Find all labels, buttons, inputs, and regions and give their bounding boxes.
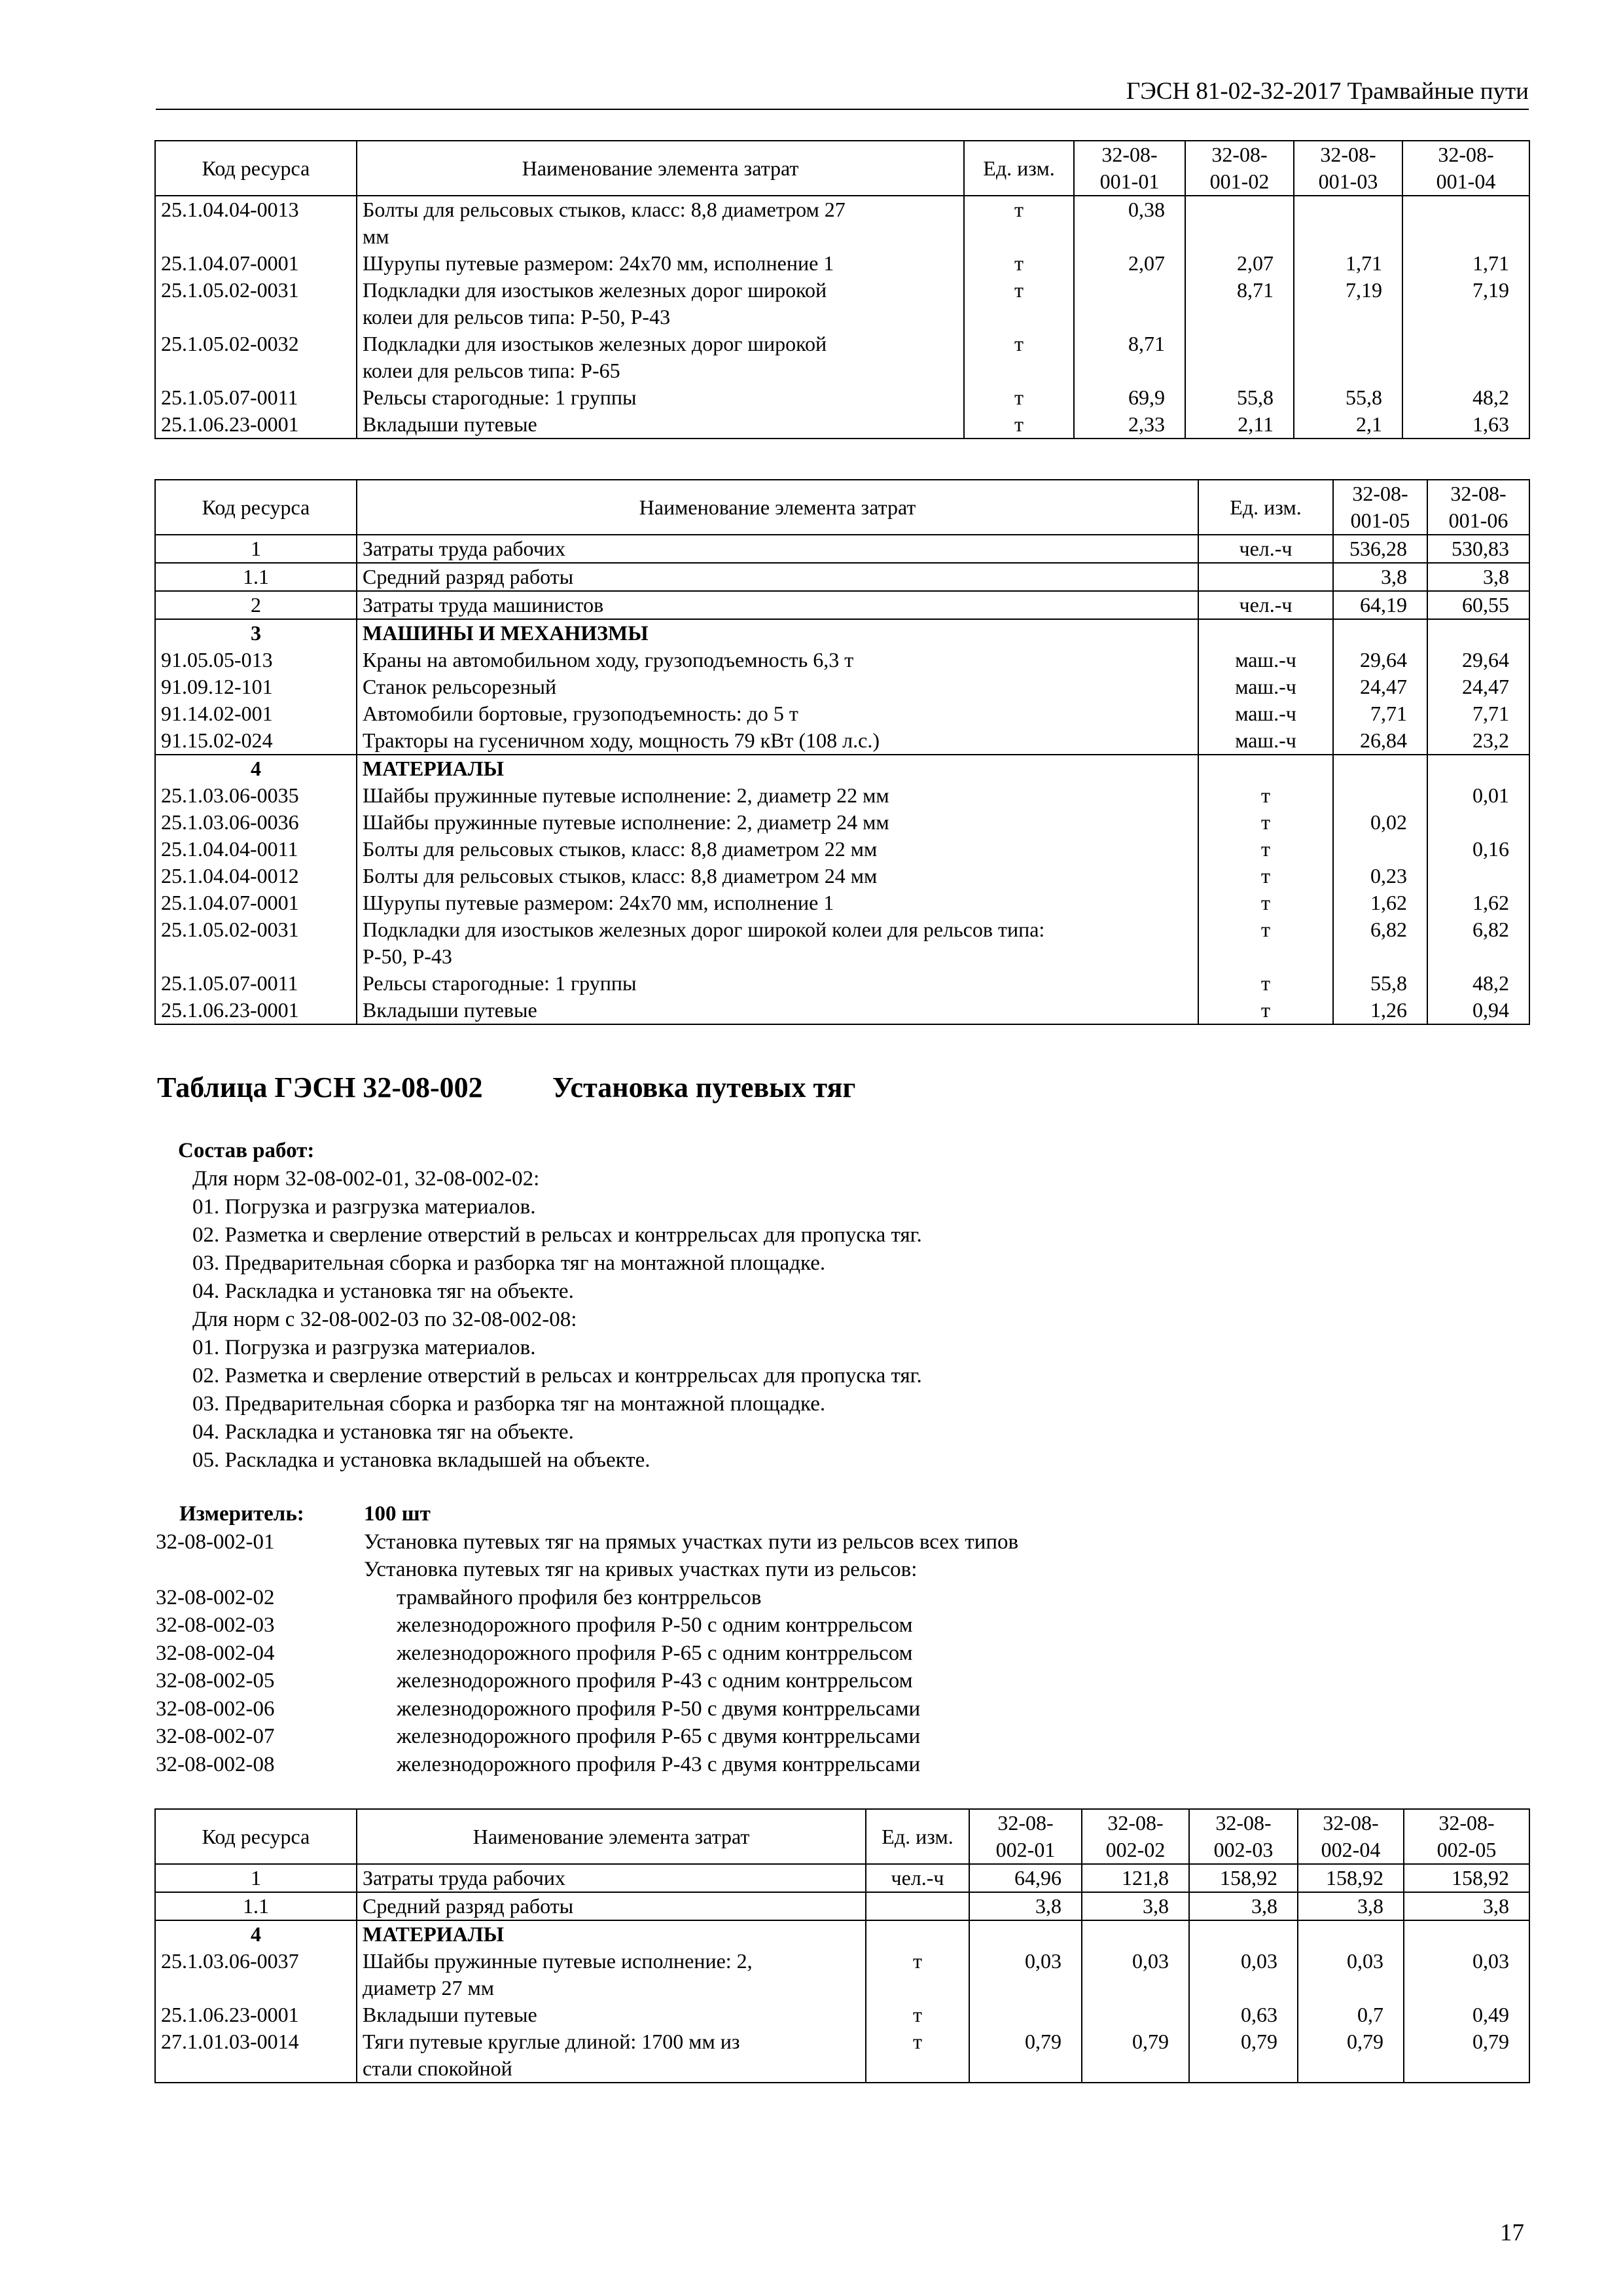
work-step: 03. Предварительная сборка и разборка тяг на монтажной площадке. — [192, 1251, 826, 1275]
resource-value: 0,94 — [1427, 997, 1529, 1024]
resource-unit: чел.-ч — [866, 1864, 969, 1892]
resource-unit: т — [1198, 997, 1333, 1024]
meter-label: Измеритель: — [179, 1502, 304, 1526]
norm-item — [156, 1528, 1018, 1556]
resource-value: 2,1 — [1294, 411, 1402, 439]
resource-name: Подкладки для изостыков железных дорог широкой колеи для рельсов типа: Р-50, Р-43 — [357, 916, 1198, 970]
norm-item — [156, 1723, 1018, 1751]
resource-name: Болты для рельсовых стыков, класс: 8,8 диаметром 22 мм — [357, 836, 1198, 863]
resource-unit: т — [866, 2028, 969, 2083]
norm-code: 32-08-002-04 — [156, 1641, 275, 1665]
table-row — [155, 277, 1529, 331]
resource-code: 25.1.05.07-0011 — [155, 384, 357, 411]
resource-code: 25.1.06.23-0001 — [155, 2001, 357, 2028]
table-row — [155, 591, 1529, 619]
resource-unit: т — [964, 331, 1074, 384]
table-row — [155, 1920, 1529, 1948]
resource-value — [1082, 1920, 1189, 1948]
column-header: 32-08- 002-02 — [1082, 1809, 1189, 1864]
column-header: 32-08- 001-04 — [1402, 141, 1529, 196]
resource-unit — [866, 1892, 969, 1920]
resource-value: 60,55 — [1427, 591, 1529, 619]
resource-code: 25.1.03.06-0035 — [155, 782, 357, 809]
resource-value: 3,8 — [1082, 1892, 1189, 1920]
resource-value — [1185, 331, 1294, 384]
resource-value — [1427, 863, 1529, 889]
resource-value: 48,2 — [1427, 970, 1529, 997]
resource-unit: чел.-ч — [1198, 535, 1333, 563]
table-row — [155, 889, 1529, 916]
resource-unit — [866, 1920, 969, 1948]
column-header: Наименование элемента затрат — [357, 1809, 866, 1864]
work-step: 04. Раскладка и установка тяг на объекте. — [192, 1280, 574, 1303]
resource-name: Автомобили бортовые, грузоподъемность: до 5 т — [357, 700, 1198, 727]
resource-value — [1333, 755, 1427, 782]
resource-name: Средний разряд работы — [357, 1892, 866, 1920]
norm-text: Установка путевых тяг на прямых участках пути из рельсов всех типов — [364, 1530, 1019, 1554]
resource-unit — [1198, 755, 1333, 782]
norm-item — [156, 1667, 1018, 1695]
resource-unit: т — [1198, 889, 1333, 916]
table-row — [155, 563, 1529, 591]
resource-name: Затраты труда машинистов — [357, 591, 1198, 619]
resource-name: МАШИНЫ И МЕХАНИЗМЫ — [357, 619, 1198, 647]
norm-item — [156, 1584, 1018, 1612]
column-header: 32-08- 002-04 — [1298, 1809, 1404, 1864]
table-row — [155, 863, 1529, 889]
resource-value: 158,92 — [1404, 1864, 1529, 1892]
work-composition — [178, 1137, 922, 1475]
norm-code: 32-08-002-03 — [156, 1613, 275, 1637]
resource-name: МАТЕРИАЛЫ — [357, 755, 1198, 782]
resource-code: 91.09.12-101 — [155, 673, 357, 700]
table-row — [155, 2028, 1529, 2083]
resource-value: 0,38 — [1074, 196, 1185, 250]
resource-value — [1427, 619, 1529, 647]
resource-name: Тяги путевые круглые длиной: 1700 мм из стали спокойной — [357, 2028, 866, 2083]
resource-value — [1333, 836, 1427, 863]
resource-value: 0,16 — [1427, 836, 1529, 863]
resource-unit: т — [1198, 863, 1333, 889]
resource-code: 25.1.05.02-0031 — [155, 916, 357, 970]
resource-code: 25.1.03.06-0037 — [155, 1948, 357, 2001]
resource-value — [1294, 331, 1402, 384]
resource-name: Рельсы старогодные: 1 группы — [357, 970, 1198, 997]
resource-unit: маш.-ч — [1198, 647, 1333, 673]
resource-value: 2,33 — [1074, 411, 1185, 439]
resource-value: 0,49 — [1404, 2001, 1529, 2028]
resource-value: 0,79 — [969, 2028, 1082, 2083]
resource-unit: т — [964, 411, 1074, 439]
norm-text: железнодорожного профиля Р-50 с одним контррельсом — [397, 1613, 913, 1637]
resource-name: Затраты труда рабочих — [357, 535, 1198, 563]
resource-name: Краны на автомобильном ходу, грузоподъемность 6,3 т — [357, 647, 1198, 673]
column-header: Код ресурса — [155, 141, 357, 196]
resource-unit: маш.-ч — [1198, 673, 1333, 700]
column-header: Наименование элемента затрат — [357, 141, 964, 196]
resource-value: 1,62 — [1333, 889, 1427, 916]
resource-name: Подкладки для изостыков железных дорог широкой колеи для рельсов типа: Р-65 — [357, 331, 964, 384]
resource-code: 91.05.05-013 — [155, 647, 357, 673]
resource-code: 25.1.03.06-0036 — [155, 809, 357, 836]
table-row — [155, 916, 1529, 970]
resource-value: 121,8 — [1082, 1864, 1189, 1892]
resource-value: 6,82 — [1427, 916, 1529, 970]
page-number: 17 — [1500, 2219, 1524, 2246]
norm-code: 32-08-002-07 — [156, 1725, 275, 1748]
page-header: ГЭСН 81-02-32-2017 Трамвайные пути — [156, 77, 1529, 110]
work-step: Для норм 32-08-002-01, 32-08-002-02: — [192, 1167, 540, 1191]
resource-value: 55,8 — [1294, 384, 1402, 411]
resource-value — [1427, 809, 1529, 836]
norm-code: 32-08-002-05 — [156, 1669, 275, 1693]
resource-value: 24,47 — [1427, 673, 1529, 700]
table-row — [155, 647, 1529, 673]
column-header: 32-08- 001-05 — [1333, 480, 1427, 535]
resource-value: 0,03 — [1404, 1948, 1529, 2001]
resource-value: 8,71 — [1185, 277, 1294, 331]
resource-code: 25.1.04.07-0001 — [155, 889, 357, 916]
work-heading: Состав работ: — [178, 1139, 315, 1162]
norm-text: железнодорожного профиля Р-43 с двумя контррельсами — [397, 1752, 921, 1776]
table-row — [155, 755, 1529, 782]
resource-name: МАТЕРИАЛЫ — [357, 1920, 866, 1948]
resource-unit: т — [964, 250, 1074, 277]
resource-value: 0,23 — [1333, 863, 1427, 889]
resource-value: 2,07 — [1185, 250, 1294, 277]
resource-code: 25.1.06.23-0001 — [155, 411, 357, 439]
resource-value: 1,26 — [1333, 997, 1427, 1024]
resource-unit: т — [964, 196, 1074, 250]
resource-value: 0,79 — [1082, 2028, 1189, 2083]
work-step: 02. Разметка и сверление отверстий в рельсах и контррельсах для пропуска тяг. — [192, 1223, 922, 1247]
norm-text: железнодорожного профиля Р-43 с одним контррельсом — [397, 1669, 913, 1693]
column-header: 32-08- 001-01 — [1074, 141, 1185, 196]
resource-value — [1333, 782, 1427, 809]
resource-value: 1,71 — [1402, 250, 1529, 277]
norm-item — [156, 1556, 1018, 1584]
work-step: 01. Погрузка и разгрузка материалов. — [192, 1195, 536, 1219]
work-step: 05. Раскладка и установка вкладышей на объекте. — [192, 1448, 651, 1472]
resource-value: 0,7 — [1298, 2001, 1404, 2028]
resource-value: 1,71 — [1294, 250, 1402, 277]
resource-unit: т — [1198, 970, 1333, 997]
resource-value — [1427, 755, 1529, 782]
table-row — [155, 1892, 1529, 1920]
resource-value — [1333, 619, 1427, 647]
table-row — [155, 411, 1529, 439]
resource-code: 25.1.05.02-0031 — [155, 277, 357, 331]
table-row — [155, 384, 1529, 411]
norm-text: трамвайного профиля без контррельсов — [397, 1585, 762, 1609]
resource-value: 158,92 — [1189, 1864, 1298, 1892]
norm-code: 32-08-002-06 — [156, 1696, 275, 1721]
resource-name: Затраты труда рабочих — [357, 1864, 866, 1892]
resource-value: 158,92 — [1298, 1864, 1404, 1892]
table-row — [155, 2001, 1529, 2028]
resource-unit: т — [964, 384, 1074, 411]
resource-value: 0,79 — [1298, 2028, 1404, 2083]
norm-code: 32-08-002-01 — [156, 1530, 275, 1554]
resource-value: 24,47 — [1333, 673, 1427, 700]
table-row — [155, 1864, 1529, 1892]
resource-code: 1 — [155, 1864, 357, 1892]
column-header: 32-08- 002-05 — [1404, 1809, 1529, 1864]
resource-name: Вкладыши путевые — [357, 2001, 866, 2028]
resource-value: 29,64 — [1333, 647, 1427, 673]
resource-value: 3,8 — [1298, 1892, 1404, 1920]
norm-text: железнодорожного профиля Р-50 с двумя контррельсами — [397, 1696, 921, 1721]
table-title — [157, 1071, 855, 1104]
table-name: Установка путевых тяг — [552, 1071, 856, 1103]
resource-value — [1402, 196, 1529, 250]
work-step: 03. Предварительная сборка и разборка тяг на монтажной площадке. — [192, 1392, 826, 1416]
table-row — [155, 619, 1529, 647]
table-row — [155, 727, 1529, 755]
table-row — [155, 535, 1529, 563]
resource-value — [1185, 196, 1294, 250]
resource-value — [1404, 1920, 1529, 1948]
resource-table-32-08-002 — [154, 1808, 1530, 2083]
table-row — [155, 1948, 1529, 2001]
meter-block — [156, 1500, 1018, 1778]
column-header: 32-08- 001-02 — [1185, 141, 1294, 196]
resource-unit: т — [866, 1948, 969, 2001]
table-row — [155, 673, 1529, 700]
table-row — [155, 809, 1529, 836]
norm-text: Установка путевых тяг на кривых участках пути из рельсов: — [364, 1558, 918, 1581]
resource-value: 8,71 — [1074, 331, 1185, 384]
resource-name: Болты для рельсовых стыков, класс: 8,8 диаметром 27 мм — [357, 196, 964, 250]
column-header: Ед. изм. — [866, 1809, 969, 1864]
column-header: Ед. изм. — [1198, 480, 1333, 535]
resource-name: Вкладыши путевые — [357, 411, 964, 439]
resource-value — [1189, 1920, 1298, 1948]
norm-item — [156, 1640, 1018, 1668]
work-step: 04. Раскладка и установка тяг на объекте. — [192, 1420, 574, 1444]
resource-unit: чел.-ч — [1198, 591, 1333, 619]
resource-unit: т — [1198, 809, 1333, 836]
table-row — [155, 700, 1529, 727]
resource-unit — [1198, 619, 1333, 647]
resource-value: 3,8 — [1427, 563, 1529, 591]
resource-code: 25.1.05.02-0032 — [155, 331, 357, 384]
resource-code: 1 — [155, 535, 357, 563]
resource-code: 25.1.04.07-0001 — [155, 250, 357, 277]
work-step: 01. Погрузка и разгрузка материалов. — [192, 1336, 536, 1359]
resource-code: 1.1 — [155, 563, 357, 591]
resource-table-32-08-001-a — [154, 140, 1530, 439]
resource-code: 4 — [155, 1920, 357, 1948]
column-header: Ед. изм. — [964, 141, 1074, 196]
resource-code: 27.1.01.03-0014 — [155, 2028, 357, 2083]
resource-unit: т — [1198, 916, 1333, 970]
resource-unit — [1198, 563, 1333, 591]
resource-name: Средний разряд работы — [357, 563, 1198, 591]
resource-table-32-08-001-b — [154, 479, 1530, 1025]
column-header: Код ресурса — [155, 480, 357, 535]
column-header: Код ресурса — [155, 1809, 357, 1864]
resource-name: Шайбы пружинные путевые исполнение: 2, диаметр 22 мм — [357, 782, 1198, 809]
resource-value: 26,84 — [1333, 727, 1427, 755]
resource-value: 55,8 — [1185, 384, 1294, 411]
resource-unit: маш.-ч — [1198, 700, 1333, 727]
resource-name: Станок рельсорезный — [357, 673, 1198, 700]
resource-value: 48,2 — [1402, 384, 1529, 411]
norm-code: 32-08-002-02 — [156, 1585, 275, 1609]
resource-value: 3,8 — [1189, 1892, 1298, 1920]
column-header: Наименование элемента затрат — [357, 480, 1198, 535]
resource-value: 3,8 — [1333, 563, 1427, 591]
table-row — [155, 997, 1529, 1024]
resource-value: 536,28 — [1333, 535, 1427, 563]
resource-code: 25.1.05.07-0011 — [155, 970, 357, 997]
resource-value — [1082, 2001, 1189, 2028]
resource-value: 55,8 — [1333, 970, 1427, 997]
resource-name: Подкладки для изостыков железных дорог широкой колеи для рельсов типа: Р-50, Р-43 — [357, 277, 964, 331]
resource-value: 0,03 — [1082, 1948, 1189, 2001]
norm-code: 32-08-002-08 — [156, 1752, 275, 1776]
resource-name: Шурупы путевые размером: 24х70 мм, исполнение 1 — [357, 250, 964, 277]
resource-code: 4 — [155, 755, 357, 782]
resource-value: 6,82 — [1333, 916, 1427, 970]
norm-item — [156, 1695, 1018, 1723]
resource-value: 29,64 — [1427, 647, 1529, 673]
resource-value: 69,9 — [1074, 384, 1185, 411]
norm-text: железнодорожного профиля Р-65 с одним контррельсом — [397, 1641, 913, 1665]
table-number: Таблица ГЭСН 32-08-002 — [157, 1071, 483, 1103]
resource-name: Рельсы старогодные: 1 группы — [357, 384, 964, 411]
resource-value: 0,79 — [1404, 2028, 1529, 2083]
norm-text: железнодорожного профиля Р-65 с двумя контррельсами — [397, 1725, 921, 1748]
column-header: 32-08- 002-03 — [1189, 1809, 1298, 1864]
resource-value — [1298, 1920, 1404, 1948]
meter-value: 100 шт — [364, 1502, 431, 1526]
resource-value: 530,83 — [1427, 535, 1529, 563]
resource-value: 1,62 — [1427, 889, 1529, 916]
resource-unit: т — [1198, 836, 1333, 863]
resource-value — [1074, 277, 1185, 331]
resource-code: 25.1.04.04-0012 — [155, 863, 357, 889]
resource-value: 0,63 — [1189, 2001, 1298, 2028]
table-row — [155, 250, 1529, 277]
resource-unit: т — [866, 2001, 969, 2028]
column-header: 32-08- 002-01 — [969, 1809, 1082, 1864]
resource-value: 0,03 — [1189, 1948, 1298, 2001]
table-row — [155, 836, 1529, 863]
norm-item — [156, 1611, 1018, 1640]
resource-value: 2,11 — [1185, 411, 1294, 439]
resource-unit: маш.-ч — [1198, 727, 1333, 755]
resource-value: 3,8 — [969, 1892, 1082, 1920]
resource-value: 23,2 — [1427, 727, 1529, 755]
resource-value: 2,07 — [1074, 250, 1185, 277]
work-step: Для норм с 32-08-002-03 по 32-08-002-08: — [192, 1308, 577, 1331]
resource-value: 0,03 — [969, 1948, 1082, 2001]
table-row — [155, 331, 1529, 384]
resource-name: Шайбы пружинные путевые исполнение: 2, диаметр 24 мм — [357, 809, 1198, 836]
resource-name: Шайбы пружинные путевые исполнение: 2, диаметр 27 мм — [357, 1948, 866, 2001]
column-header: 32-08- 001-06 — [1427, 480, 1529, 535]
resource-value: 3,8 — [1404, 1892, 1529, 1920]
resource-value — [969, 1920, 1082, 1948]
resource-value: 7,71 — [1427, 700, 1529, 727]
resource-code: 25.1.06.23-0001 — [155, 997, 357, 1024]
resource-name: Вкладыши путевые — [357, 997, 1198, 1024]
table-row — [155, 970, 1529, 997]
column-header: 32-08- 001-03 — [1294, 141, 1402, 196]
resource-value: 7,19 — [1294, 277, 1402, 331]
resource-unit: т — [964, 277, 1074, 331]
resource-code: 25.1.04.04-0011 — [155, 836, 357, 863]
resource-value: 0,79 — [1189, 2028, 1298, 2083]
resource-code: 25.1.04.04-0013 — [155, 196, 357, 250]
resource-value: 7,71 — [1333, 700, 1427, 727]
resource-code: 3 — [155, 619, 357, 647]
resource-value: 64,19 — [1333, 591, 1427, 619]
resource-value: 64,96 — [969, 1864, 1082, 1892]
resource-value: 7,19 — [1402, 277, 1529, 331]
resource-name: Шурупы путевые размером: 24х70 мм, исполнение 1 — [357, 889, 1198, 916]
resource-value: 0,02 — [1333, 809, 1427, 836]
resource-value — [1294, 196, 1402, 250]
table-row — [155, 196, 1529, 250]
work-step: 02. Разметка и сверление отверстий в рельсах и контррельсах для пропуска тяг. — [192, 1364, 922, 1388]
norm-item — [156, 1751, 1018, 1779]
resource-unit: т — [1198, 782, 1333, 809]
norm-code — [156, 1556, 364, 1584]
resource-name: Болты для рельсовых стыков, класс: 8,8 диаметром 24 мм — [357, 863, 1198, 889]
resource-code: 91.15.02-024 — [155, 727, 357, 755]
resource-value — [969, 2001, 1082, 2028]
resource-code: 91.14.02-001 — [155, 700, 357, 727]
resource-value: 0,01 — [1427, 782, 1529, 809]
resource-value: 0,03 — [1298, 1948, 1404, 2001]
resource-value — [1402, 331, 1529, 384]
resource-code: 2 — [155, 591, 357, 619]
resource-code: 1.1 — [155, 1892, 357, 1920]
resource-name: Тракторы на гусеничном ходу, мощность 79 кВт (108 л.с.) — [357, 727, 1198, 755]
resource-value: 1,63 — [1402, 411, 1529, 439]
table-row — [155, 782, 1529, 809]
